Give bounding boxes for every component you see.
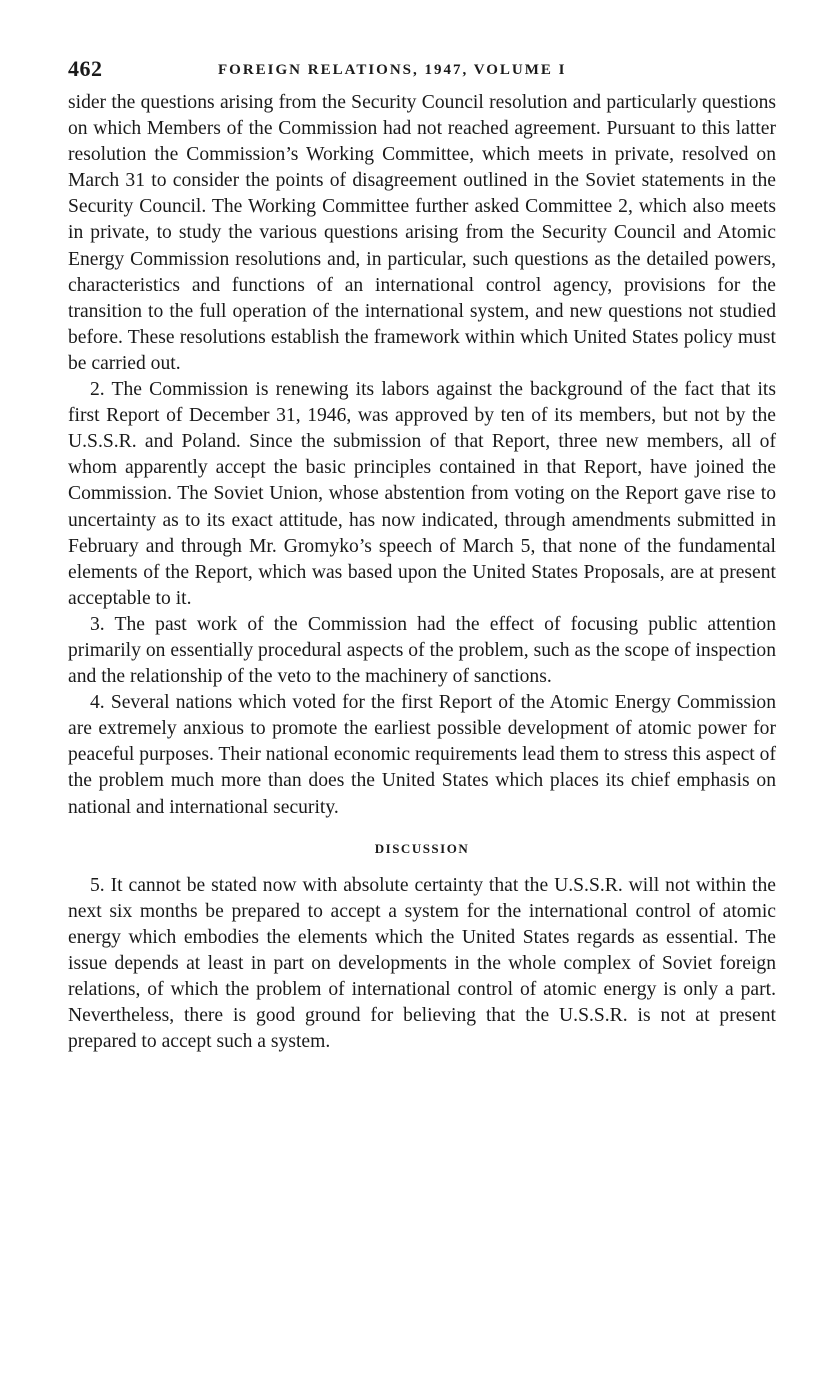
document-page — [68, 56, 776, 1055]
running-title: FOREIGN RELATIONS, 1947, VOLUME I — [218, 62, 567, 78]
paragraph-4: 4. Several nations which voted for the first Report of the Atomic Energy Commission are extremely anxious to promote the earliest possible development of atomic power for peaceful purposes. Their national economic requirements lead them to stress this aspect of the problem much more than does the United States which places its chief emphasis on national and international security. — [68, 692, 776, 818]
page-number: 462 — [68, 56, 103, 81]
paragraph-3: 3. The past work of the Commission had the effect of focusing public attention primarily on essentially procedural aspects of the problem, such as the scope of inspection and the relationship of the veto to the machinery of sanctions. — [68, 613, 776, 688]
page-header — [68, 56, 776, 90]
continued-paragraph: sider the questions arising from the Security Council resolution and particularly questions on which Members of the Commission had not reached agreement. Pursuant to this latter resolution the Commission’s Working Committee, which meets in private, resolved on March 31 to consider the points of disagreement outlined in the Soviet statements in the Security Council. The Working Committee further asked Committee 2, which also meets in private, to study the various questions arising from the Security Council and Atomic Energy Commission resolutions and, in particular, such questions as the detailed powers, characteristics and functions of an international control agency, provisions for the transition to the full operation of the international system, and new questions not studied before. These resolutions establish the framework within which United States policy must be carried out. — [68, 92, 776, 374]
paragraph-2: 2. The Commission is renewing its labors against the background of the fact that its first Report of December 31, 1946, was approved by ten of its members, but not by the U.S.S.R. and Poland. Since the submission of that Report, three new members, all of whom apparently accept the basic principles contained in that Report, have joined the Commission. The Soviet Union, whose abstention from voting on the Report gave rise to uncertainty as to its exact attitude, has now indicated, through amendments submitted in February and through Mr. Gromyko’s speech of March 5, that none of the fundamental elements of the Report, which was based upon the United States Proposals, are at present acceptable to it. — [68, 379, 776, 609]
discussion-heading: DISCUSSION — [374, 840, 470, 856]
paragraph-5: 5. It cannot be stated now with absolute certainty that the U.S.S.R. will not within the next six months be prepared to accept a system for the international control of atomic energy which embodies the elements which the United States regards as essential. The issue depends at least in part on developments in the whole complex of Soviet foreign relations, of which the problem of international control of atomic energy is only a part. Nevertheless, there is good ground for believing that the U.S.S.R. is not at present prepared to accept such a system. — [68, 874, 776, 1053]
